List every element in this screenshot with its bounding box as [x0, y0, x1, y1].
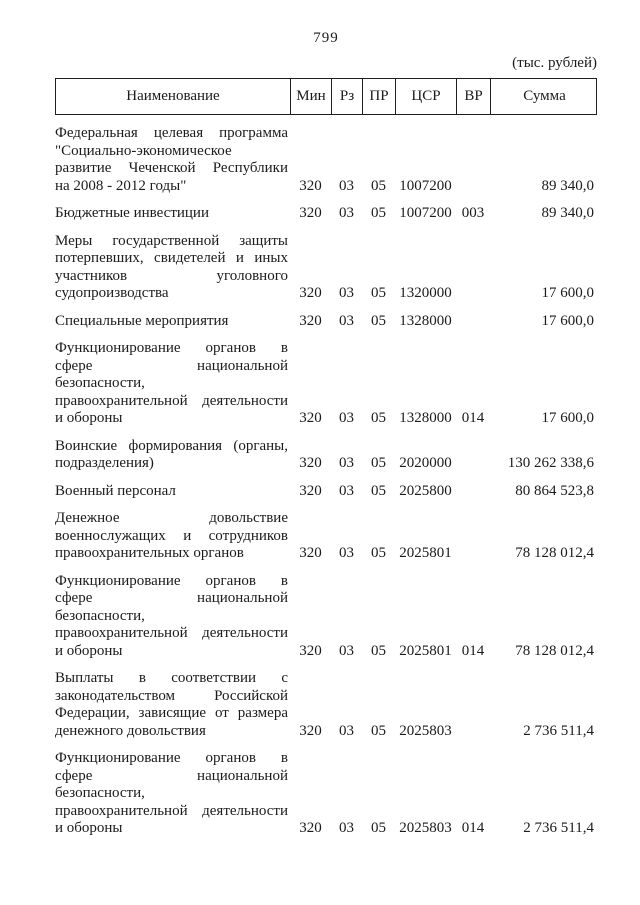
cell-rz: 03: [339, 642, 354, 659]
row-name: [55, 573, 290, 661]
cell-csr: 1320000: [399, 285, 452, 301]
cell-pr: 05: [371, 722, 386, 739]
name-line: Функционирование органов в: [55, 750, 288, 766]
units-note: (тыс. рублей): [512, 54, 597, 71]
cell-sum: 89 340,0: [541, 177, 594, 194]
row-name: [55, 233, 290, 303]
cell-min: 320: [299, 545, 322, 561]
row-name: [55, 205, 290, 223]
name-line: Специальные мероприятия: [55, 312, 229, 329]
cell-min: 320: [299, 820, 322, 836]
cell-min: 320: [299, 312, 322, 329]
name-line: Федерации, зависящие от размера: [55, 705, 288, 721]
name-line: правоохранительной деятельности: [55, 392, 288, 409]
cell-rz: 03: [339, 820, 354, 836]
cell-sum: 2 736 511,4: [523, 722, 594, 739]
table-row: [55, 330, 597, 428]
cell-rz: 03: [339, 177, 354, 194]
table-row: [55, 740, 597, 838]
row-name: [55, 750, 290, 838]
cell-csr: 2025800: [399, 482, 452, 499]
name-line: военнослужащих и сотрудников: [55, 527, 288, 544]
table-row: [55, 115, 597, 195]
header-cell-rz: Рз: [332, 79, 363, 114]
table-row: [55, 563, 597, 661]
cell-rz: 03: [339, 482, 354, 499]
row-name: [55, 510, 290, 563]
cell-sum: 17 600,0: [541, 312, 594, 329]
name-line: "Социально-экономическое: [55, 142, 232, 159]
name-line: Бюджетные инвестиции: [55, 205, 209, 221]
cell-sum: 78 128 012,4: [515, 642, 594, 659]
cell-pr: 05: [371, 205, 386, 221]
name-line: законодательством Российской: [55, 687, 288, 704]
header-cell-pr: ПР: [363, 79, 396, 114]
cell-sum: 17 600,0: [541, 285, 594, 301]
cell-rz: 03: [339, 410, 354, 426]
table-body: [55, 115, 597, 838]
name-line: развитие Чеченской Республики: [55, 160, 288, 176]
cell-rz: 03: [339, 455, 354, 471]
cell-rz: 03: [339, 545, 354, 561]
name-line: безопасности,: [55, 785, 145, 801]
cell-vr: 014: [461, 642, 485, 659]
cell-sum: 80 864 523,8: [515, 482, 594, 499]
page-number: 799: [313, 30, 339, 46]
row-name: [55, 125, 290, 195]
name-line: Функционирование органов в: [55, 340, 288, 356]
table-row: [55, 223, 597, 303]
table-row: [55, 500, 597, 563]
cell-csr: 2025803: [399, 722, 452, 739]
row-name: [55, 438, 290, 473]
name-line: сфере национальной: [55, 357, 288, 374]
header-cell-min: Мин: [291, 79, 332, 114]
cell-sum: 89 340,0: [541, 205, 594, 221]
table-row: [55, 660, 597, 740]
header-cell-csr: ЦСР: [396, 79, 457, 114]
cell-min: 320: [299, 285, 322, 301]
name-line: правоохранительной деятельности: [55, 802, 288, 819]
cell-csr: 1007200: [399, 177, 452, 194]
cell-pr: 05: [371, 642, 386, 659]
table-row: [55, 303, 597, 331]
cell-rz: 03: [339, 722, 354, 739]
cell-min: 320: [299, 410, 322, 426]
cell-min: 320: [299, 642, 322, 659]
name-line: Военный персонал: [55, 482, 176, 499]
cell-min: 320: [299, 455, 322, 471]
name-line: правоохранительных органов: [55, 545, 244, 561]
name-line: Функционирование органов в: [55, 572, 288, 589]
cell-csr: 1007200: [399, 205, 452, 221]
header-cell-sum: Сумма: [523, 87, 566, 104]
row-name: [55, 483, 290, 501]
cell-min: 320: [299, 205, 322, 221]
cell-min: 320: [299, 177, 322, 194]
cell-csr: 2025801: [399, 545, 452, 561]
cell-csr: 2020000: [399, 455, 452, 471]
name-line: Денежное довольствие: [55, 510, 288, 526]
table-row: [55, 195, 597, 223]
name-line: Федеральная целевая программа: [55, 125, 288, 141]
cell-min: 320: [299, 482, 322, 499]
cell-pr: 05: [371, 312, 386, 329]
cell-rz: 03: [339, 285, 354, 301]
table-row: [55, 428, 597, 473]
name-line: подразделения): [55, 455, 154, 471]
name-line: на 2008 - 2012 годы": [55, 177, 187, 194]
budget-table: [55, 78, 597, 838]
cell-rz: 03: [339, 205, 354, 221]
row-name: [55, 340, 290, 428]
name-line: безопасности,: [55, 607, 145, 624]
row-name: [55, 670, 290, 740]
header-cell-vr: ВР: [457, 79, 491, 114]
cell-pr: 05: [371, 482, 386, 499]
cell-sum: 2 736 511,4: [523, 820, 594, 836]
name-line: и обороны: [55, 410, 123, 426]
name-line: Меры государственной защиты: [55, 232, 288, 249]
name-line: и обороны: [55, 820, 123, 836]
cell-sum: 130 262 338,6: [507, 455, 594, 471]
name-line: денежного довольствия: [55, 722, 206, 739]
name-line: правоохранительной деятельности: [55, 625, 288, 641]
row-name: [55, 313, 290, 331]
name-line: судопроизводства: [55, 285, 169, 301]
name-line: участников уголовного: [55, 267, 288, 284]
table-header-row: [55, 78, 597, 115]
cell-csr: 1328000: [399, 312, 452, 329]
name-line: сфере национальной: [55, 590, 288, 606]
name-line: сфере национальной: [55, 767, 288, 784]
cell-csr: 2025803: [399, 820, 452, 836]
cell-csr: 1328000: [399, 410, 452, 426]
name-line: Выплаты в соответствии с: [55, 670, 288, 686]
cell-vr: 014: [461, 410, 485, 426]
cell-pr: 05: [371, 177, 386, 194]
cell-rz: 03: [339, 312, 354, 329]
cell-min: 320: [299, 722, 322, 739]
name-line: и обороны: [55, 642, 123, 659]
name-line: Воинские формирования (органы,: [55, 437, 288, 454]
cell-sum: 17 600,0: [541, 410, 594, 426]
cell-vr: 003: [461, 205, 485, 221]
cell-pr: 05: [371, 545, 386, 561]
cell-pr: 05: [371, 820, 386, 836]
name-line: потерпевших, свидетелей и иных: [55, 250, 288, 266]
cell-pr: 05: [371, 410, 386, 426]
cell-csr: 2025801: [399, 642, 452, 659]
cell-pr: 05: [371, 285, 386, 301]
name-line: безопасности,: [55, 375, 145, 391]
header-cell-name: Наименование: [56, 79, 291, 114]
cell-vr: 014: [461, 820, 485, 836]
table-row: [55, 473, 597, 501]
cell-pr: 05: [371, 455, 386, 471]
cell-sum: 78 128 012,4: [515, 545, 594, 561]
